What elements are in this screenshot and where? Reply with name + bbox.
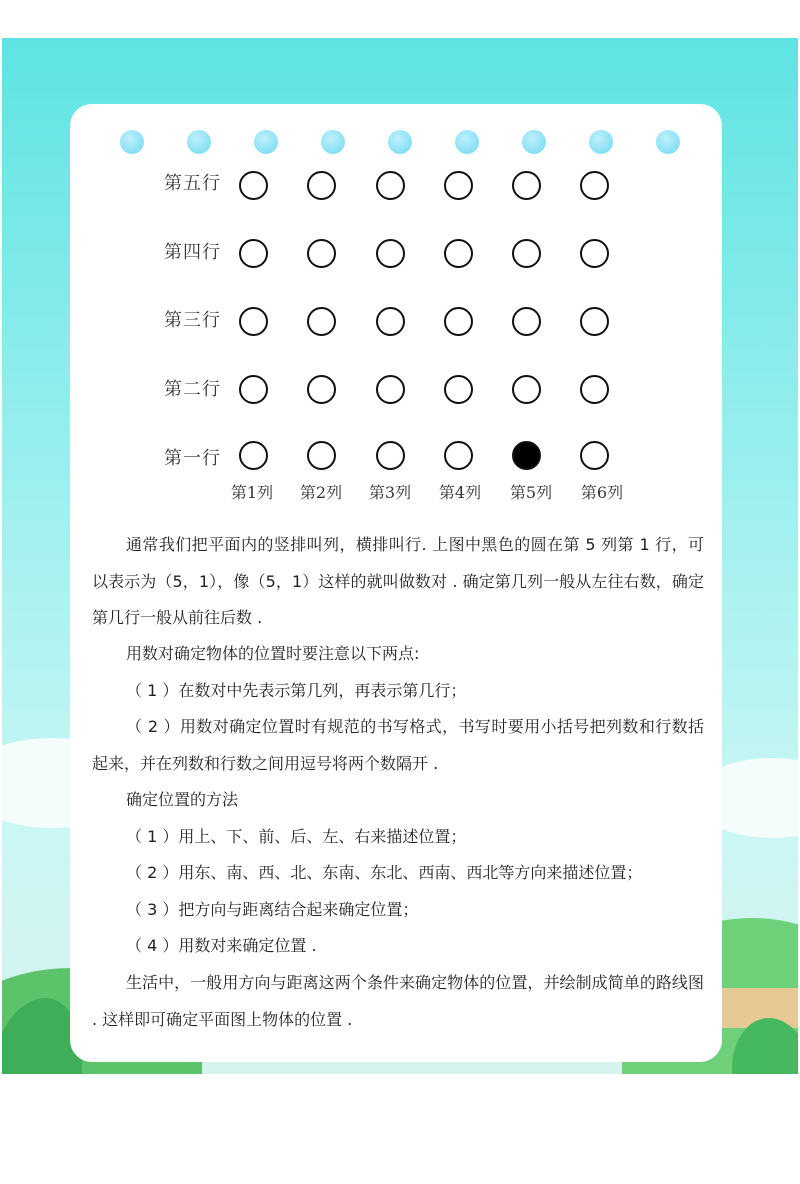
paragraph-summary: 生活中，一般用方向与距离这两个条件来确定物体的位置，并绘制成简单的路线图 . 这样即可确定平面图上物体的位置 . (92, 973, 704, 1029)
grid-circle-c5-r1 (512, 441, 541, 470)
grid-circle-c3-r4 (376, 239, 405, 268)
grid-circle-c4-r1 (444, 441, 473, 470)
grid-circle-c6-r5 (580, 171, 609, 200)
row-label-1: 第一行 (164, 448, 221, 469)
grid-circle-c1-r2 (239, 375, 268, 404)
grid-circle-c2-r2 (307, 375, 336, 404)
column-label-3: 第3列 (368, 483, 412, 502)
paragraph-note-2: （ 2 ）用数对确定位置时有规范的书写格式，书写时要用小括号把列数和行数括起来，并在列数和行数之间用逗号将两个数隔开 . (92, 717, 704, 773)
paragraph-method-3: （ 3 ）把方向与距离结合起来确定位置； (126, 900, 419, 919)
column-label-1: 第1列 (230, 483, 274, 502)
grid-circle-c3-r1 (376, 441, 405, 470)
paragraph-methods-heading: 确定位置的方法 (126, 790, 239, 809)
binding-dot (321, 130, 345, 154)
grid-circle-c2-r5 (307, 171, 336, 200)
grid-circle-c5-r2 (512, 375, 541, 404)
paragraph-method-4: （ 4 ）用数对来确定位置 . (126, 936, 317, 955)
binding-dot (589, 130, 613, 154)
grid-circle-c3-r2 (376, 375, 405, 404)
row-label-4: 第四行 (164, 242, 221, 263)
grid-circle-c5-r3 (512, 307, 541, 336)
grid-circle-c4-r3 (444, 307, 473, 336)
grid-circle-c4-r2 (444, 375, 473, 404)
paragraph-notes-heading: 用数对确定物体的位置时要注意以下两点: (126, 644, 420, 663)
column-label-5: 第5列 (509, 483, 553, 502)
row-label-2: 第二行 (164, 379, 221, 400)
row-label-3: 第三行 (164, 310, 221, 331)
grid-circle-c4-r4 (444, 239, 473, 268)
column-label-4: 第4列 (438, 483, 482, 502)
grid-circle-c1-r1 (239, 441, 268, 470)
grid-circle-c6-r1 (580, 441, 609, 470)
grid-circle-c2-r4 (307, 239, 336, 268)
paragraph-method-1: （ 1 ）用上、下、前、后、左、右来描述位置； (126, 827, 467, 846)
binding-dot (656, 130, 680, 154)
paragraph-note-1: （ 1 ）在数对中先表示第几列，再表示第几行； (126, 681, 467, 700)
grid-circle-c3-r5 (376, 171, 405, 200)
binding-dot (455, 130, 479, 154)
paragraph-method-2: （ 2 ）用东、南、西、北、东南、东北、西南、西北等方向来描述位置； (126, 863, 643, 882)
column-label-6: 第6列 (580, 483, 624, 502)
binding-dot (254, 130, 278, 154)
grid-circle-c6-r3 (580, 307, 609, 336)
grid-circle-c1-r3 (239, 307, 268, 336)
grid-circle-c6-r2 (580, 375, 609, 404)
binding-dots (120, 130, 680, 154)
grid-circle-c3-r3 (376, 307, 405, 336)
paragraph-definition: 通常我们把平面内的竖排叫列，横排叫行. 上图中黑色的圆在第 5 列第 1 行，可以表示为（5，1），像（5，1）这样的就叫做数对 . 确定第几列一般从左往右数，确定第几行一般从前往后数 . (92, 535, 704, 627)
grid-circle-c5-r4 (512, 239, 541, 268)
grid-circle-c2-r3 (307, 307, 336, 336)
grid-circle-c6-r4 (580, 239, 609, 268)
binding-dot (187, 130, 211, 154)
grid-circle-c1-r5 (239, 171, 268, 200)
column-label-2: 第2列 (299, 483, 343, 502)
binding-dot (522, 130, 546, 154)
binding-dot (120, 130, 144, 154)
grid-circle-c2-r1 (307, 441, 336, 470)
row-label-5: 第五行 (164, 173, 221, 194)
grid-circle-c5-r5 (512, 171, 541, 200)
binding-dot (388, 130, 412, 154)
grid-circle-c1-r4 (239, 239, 268, 268)
grid-circle-c4-r5 (444, 171, 473, 200)
